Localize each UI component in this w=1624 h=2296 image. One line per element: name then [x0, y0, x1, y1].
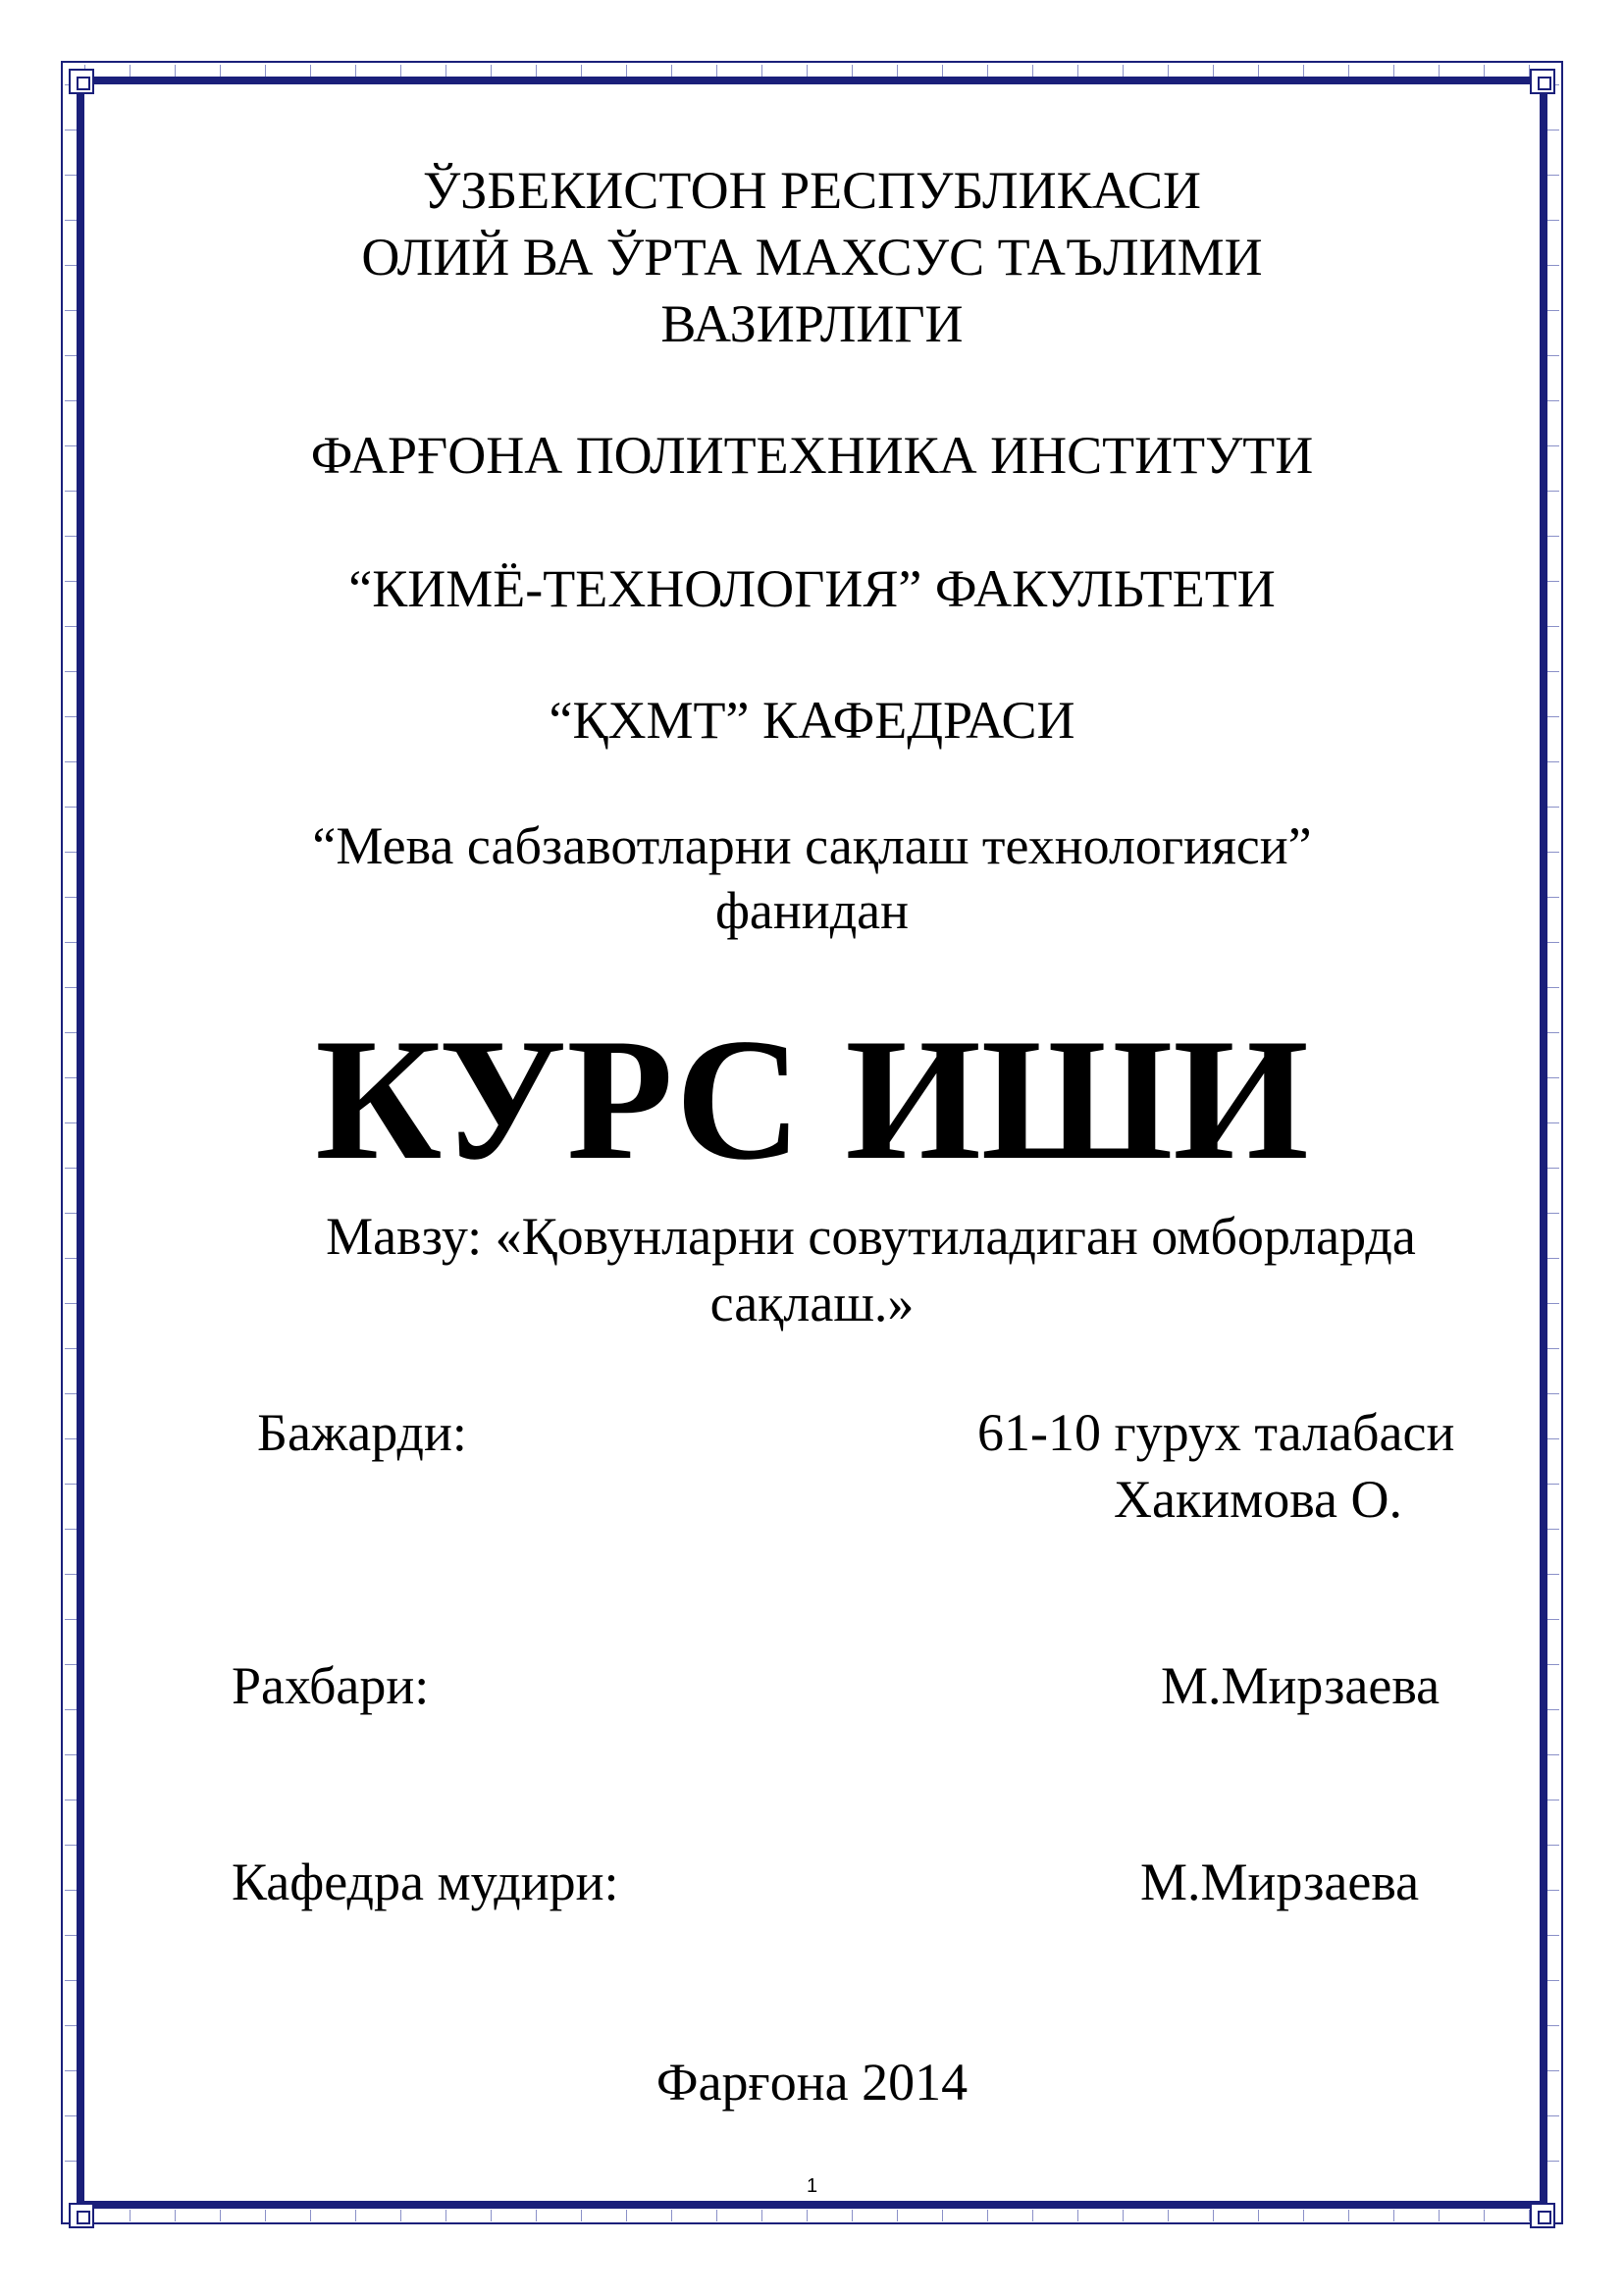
border-corner-top-right [1530, 69, 1555, 94]
page-number: 1 [806, 2175, 818, 2197]
department-head-label: Кафедра мудири: [232, 1852, 619, 1911]
theme-line-2: сақлаш.» [709, 1274, 915, 1332]
ministry-line-1: ЎЗБЕКИСТОН РЕСПУБЛИКАСИ [423, 161, 1201, 220]
theme-line-1: Мавзу: «Қовунларни совутиладиган омборларда [326, 1207, 1416, 1266]
department-head-name: М.Мирзаева [1140, 1852, 1420, 1911]
ministry-line-3: ВАЗИРЛИГИ [660, 294, 964, 353]
document-title: КУРС ИШИ [315, 1002, 1309, 1196]
performed-by-label: Бажарди: [257, 1403, 467, 1462]
institute-name: ФАРҒОНА ПОЛИТЕХНИКА ИНСТИТУТИ [310, 426, 1314, 485]
border-corner-top-left [69, 69, 94, 94]
border-corner-bottom-left [69, 2203, 94, 2228]
supervisor-label: Рахбари: [232, 1656, 430, 1715]
student-group: 61-10 гурух талабаси [977, 1403, 1455, 1462]
subject-suffix: фанидан [714, 881, 910, 940]
ministry-line-2: ОЛИЙ ВА ЎРТА МАХСУС ТАЪЛИМИ [361, 228, 1263, 287]
faculty-name: “КИМЁ-ТЕХНОЛОГИЯ” ФАКУЛЬТЕТИ [348, 559, 1276, 618]
border-corner-bottom-right [1530, 2203, 1555, 2228]
place-and-year: Фарғона 2014 [655, 2053, 969, 2112]
subject-name: “Мева сабзавотларни сақлаш технологияси” [312, 816, 1312, 875]
student-name: Хакимова О. [1114, 1470, 1403, 1529]
supervisor-name: М.Мирзаева [1161, 1656, 1441, 1715]
department-name: “ҚХМТ” КАФЕДРАСИ [549, 691, 1075, 750]
